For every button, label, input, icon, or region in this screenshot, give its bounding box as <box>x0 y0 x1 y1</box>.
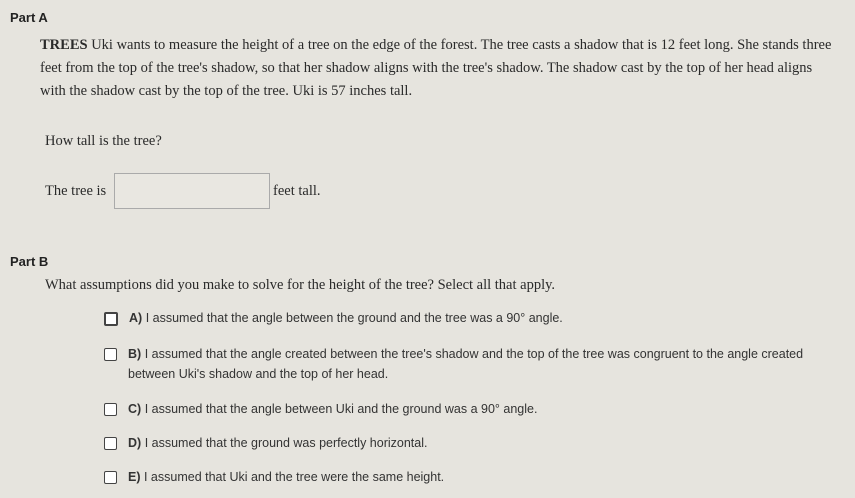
answer-prefix: The tree is <box>45 183 107 199</box>
option-c-letter: C) <box>128 402 142 416</box>
option-b-letter: B) <box>128 347 142 361</box>
option-a-checkbox[interactable] <box>104 312 118 326</box>
problem-label: TREES <box>40 37 88 53</box>
option-b-text: I assumed that the angle created between the tree's shadow and the top of the tree was congruent to the angle created between Uki's shadow and the top of her head. <box>128 347 804 381</box>
tree-height-input[interactable] <box>114 173 270 209</box>
option-a-text: I assumed that the angle between the ground and the tree was a 90° angle. <box>145 311 563 325</box>
part-b-question: What assumptions did you make to solve for the height of the tree? Select all that apply. <box>45 277 556 293</box>
option-a-letter: A) <box>129 311 143 325</box>
part-a-title: Part A <box>10 10 48 25</box>
tree-height-value <box>115 174 269 190</box>
option-e-checkbox[interactable] <box>104 471 117 484</box>
option-b[interactable] <box>104 344 804 384</box>
option-a[interactable] <box>104 308 563 328</box>
option-d[interactable] <box>104 433 427 453</box>
option-e-text: I assumed that Uki and the tree were the same height. <box>143 470 445 484</box>
option-d-checkbox[interactable] <box>104 437 117 450</box>
problem-paragraph <box>40 34 840 103</box>
option-c-text: I assumed that the angle between Uki and the ground was a 90° angle. <box>144 402 538 416</box>
option-c[interactable] <box>104 399 537 419</box>
option-b-checkbox[interactable] <box>104 348 117 361</box>
option-e-letter: E) <box>128 470 141 484</box>
part-b-title: Part B <box>10 254 49 269</box>
option-d-text: I assumed that the ground was perfectly horizontal. <box>144 436 428 450</box>
problem-text: Uki wants to measure the height of a tree on the edge of the forest. The tree casts a shadow that is 12 feet long. She stands three feet from the top of the tree's shadow, so that her shadow aligns with the tree's shadow. The shadow cast by the top of her head aligns with the shadow cast by the top of the tree. Uki is 57 inches tall. <box>40 37 832 99</box>
answer-suffix: feet tall. <box>273 183 321 199</box>
option-e[interactable] <box>104 467 444 487</box>
question-text: How tall is the tree? <box>45 133 162 149</box>
option-c-checkbox[interactable] <box>104 403 117 416</box>
option-d-letter: D) <box>128 436 142 450</box>
